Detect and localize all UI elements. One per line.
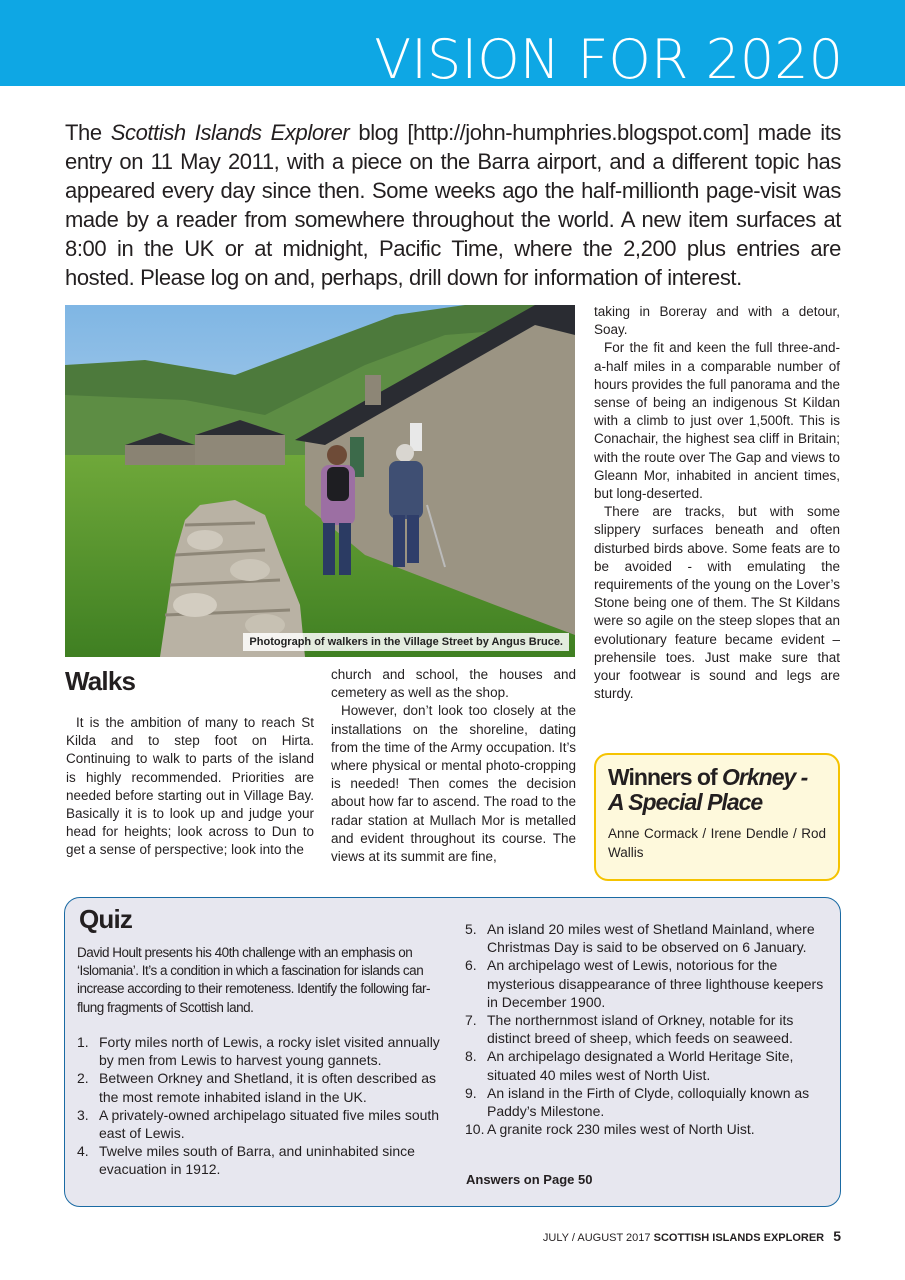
- walks-column-2: [331, 666, 576, 866]
- question-text: A privately-owned archipelago situated five miles south east of Lewis.: [99, 1106, 440, 1142]
- quiz-questions-left: [77, 1033, 447, 1179]
- village-street-photo: [65, 305, 575, 657]
- walks-paragraph: There are tracks, but with some slippery surfaces beneath and often disturbed birds above. Some feats are to be avoided - with emulating the requirements of the young on the Lover’s Stone being one of them. The St Kildans were so agile on the steep slopes that an evolutionary feature became evident – prehensile toes. Just make sure that your footwear is sound and legs are sturdy.: [594, 504, 840, 702]
- question-number: 2.: [77, 1070, 89, 1087]
- issue-date: JULY / AUGUST 2017: [542, 1232, 651, 1244]
- question-number: 7.: [465, 1012, 477, 1029]
- walks-paragraph: It is the ambition of many to reach St Kilda and to step foot on Hirta. Continuing to walk to parts of the island is highly recommended. Priorities are needed before starting out in Village Bay. Basically it is to look up and judge your head for heights; look across to Dun to get a sense of perspective; look into the: [66, 715, 314, 858]
- walks-heading: Walks: [65, 666, 136, 696]
- quiz-question: [465, 1047, 829, 1083]
- intro-pre: The: [65, 120, 111, 145]
- page-title: VISION FOR 2020: [374, 28, 843, 91]
- question-number: 10.: [465, 1121, 485, 1138]
- walks-paragraph: However, don’t look too closely at the installations on the shoreline, dating from the time of the Army occupation. It’s where physical or mental photo-cropping is needed! Then comes the decision about how far to ascend. The road to the radar station at Mullach Mor is metalled and evident throughout its course. The views at its summit are fine,: [331, 703, 576, 865]
- walks-paragraph: church and school, the houses and cemetery as well as the shop.: [331, 667, 576, 701]
- quiz-question: [77, 1033, 447, 1069]
- question-text: An archipelago west of Lewis, notorious for the mysterious disappearance of three lighthouse keepers in December 1900.: [487, 957, 824, 1010]
- answers-reference: Answers on Page 50: [466, 1172, 593, 1187]
- walks-column-3: [594, 303, 840, 703]
- quiz-question: [465, 920, 829, 956]
- question-text: A granite rock 230 miles west of North Uist.: [487, 1121, 755, 1138]
- question-number: 1.: [77, 1034, 89, 1050]
- question-number: 5.: [465, 921, 477, 937]
- question-text: An island in the Firth of Clyde, colloquially known as Paddy’s Milestone.: [487, 1084, 810, 1120]
- winners-title-book: Orkney - A Special Place: [608, 764, 808, 815]
- question-number: 8.: [465, 1048, 477, 1065]
- question-number: 4.: [77, 1143, 89, 1160]
- quiz-question: [465, 956, 829, 1011]
- walks-paragraph: taking in Boreray and with a detour, Soay.: [594, 304, 840, 338]
- intro-body: blog [http://john-humphries.blogspot.com] made its entry on 11 May 2011, with a piece on the Barra airport, and a different topic has appeared every day since then. Some weeks ago the half-millionth page-visit was made by a reader from somewhere throughout the world. A new item surfaces at 8:00 in the UK or at midnight, Pacific Time, where the 2,200 plus entries are hosted. Please log on and, perhaps, drill down for information of interest.: [65, 120, 842, 290]
- quiz-title: Quiz: [79, 904, 133, 934]
- header-banner: [0, 0, 905, 91]
- question-number: 9.: [465, 1084, 477, 1101]
- quiz-box: [64, 897, 841, 1207]
- question-text: An island 20 miles west of Shetland Mainland, where Christmas Day is said to be observed on 6 January.: [487, 921, 815, 956]
- question-text: The northernmost island of Orkney, notable for its distinct breed of sheep, which feeds on seaweed.: [487, 1012, 794, 1047]
- photo-caption: Photograph of walkers in the Village Street by Angus Bruce.: [243, 633, 569, 651]
- question-text: Between Orkney and Shetland, it is often described as the most remote inhabited island in the UK.: [99, 1070, 436, 1105]
- quiz-question: [77, 1106, 447, 1142]
- winners-title-pre: Winners of: [608, 764, 723, 790]
- quiz-question: [465, 1084, 829, 1120]
- quiz-question: [465, 1011, 829, 1047]
- intro-paragraph: [65, 118, 841, 292]
- question-number: 3.: [77, 1106, 89, 1123]
- page-number: 5: [833, 1228, 841, 1244]
- question-number: 6.: [465, 957, 477, 974]
- question-text: Forty miles north of Lewis, a rocky islet visited annually by men from Lewis to harvest young gannets.: [99, 1034, 440, 1069]
- quiz-questions-right: [465, 920, 829, 1138]
- walks-paragraph: For the fit and keen the full three-and-a-half miles in a comparable number of hours provides the full panorama and the sense of being an indigenous St Kildan with a climb to just over 1,500ft. This is Conachair, the highest sea cliff in Britain; with the route over The Gap and views to Gleann Mor, inhabited in ancient times, but long-deserted.: [594, 340, 840, 502]
- quiz-question: [77, 1069, 447, 1105]
- question-text: Twelve miles south of Barra, and uninhabited since evacuation in 1912.: [99, 1143, 415, 1178]
- winners-names: Anne Cormack / Irene Dendle / Rod Wallis: [608, 826, 826, 860]
- walks-column-1: [66, 714, 314, 860]
- magazine-name: SCOTTISH ISLANDS EXPLORER: [653, 1232, 825, 1244]
- quiz-intro: David Hoult presents his 40th challenge with an emphasis on ‘Islomania’. It’s a condition in which a fascination for islands can increase according to their remoteness. Identify the following far-flung fragments of Scottish land.: [77, 945, 430, 1015]
- question-text: An archipelago designated a World Heritage Site, situated 40 miles west of North Uist.: [487, 1048, 794, 1083]
- quiz-question: [465, 1120, 829, 1138]
- page-footer: [543, 1228, 841, 1244]
- quiz-question: [77, 1142, 447, 1178]
- intro-publication-name: Scottish Islands Explorer: [110, 120, 350, 145]
- winners-title: [608, 765, 826, 815]
- walkers-illustration: [65, 305, 575, 657]
- winners-box: [594, 753, 840, 881]
